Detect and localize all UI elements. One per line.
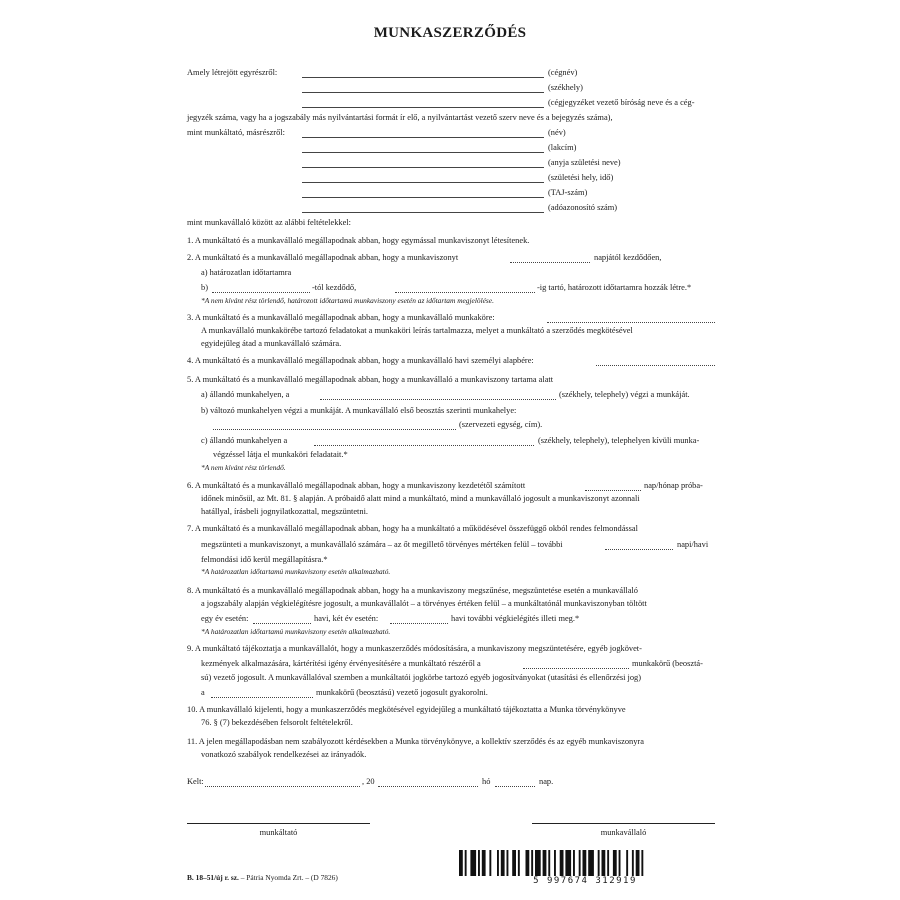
employee-name-field[interactable] <box>302 137 544 138</box>
item-2-note: *A nem kívánt rész törlendő, határozott időtartamú munkaviszony esetén az időtartam megjelölése. <box>201 296 494 305</box>
item-6-line3: hatállyal, írásbeli jognyilatkozattal, megszüntetni. <box>201 507 368 516</box>
barcode-bar <box>543 850 547 876</box>
item-4: 4. A munkáltató és a munkavállaló megállapodnak abban, hogy a munkavállaló havi személyi alapbére: <box>187 356 534 365</box>
barcode-bar <box>602 850 606 876</box>
item-2: 2. A munkáltató és a munkavállaló megállapodnak abban, hogy a munkaviszonyt <box>187 253 459 262</box>
employee-signature-label: munkavállaló <box>600 828 647 837</box>
item-5: 5. A munkáltató és a munkavállaló megállapodnak abban, hogy a munkavállaló a munkaviszony tartama alatt <box>187 375 554 384</box>
address-label: (lakcím) <box>548 143 577 152</box>
barcode-number: 5 997674 312919 <box>533 876 637 886</box>
severance-2yr-field[interactable] <box>390 623 448 624</box>
job-title-field[interactable] <box>547 322 715 323</box>
kelt-label: Kelt: <box>187 777 204 786</box>
day-field[interactable] <box>495 786 535 787</box>
item-6-line2: időnek minősül, az Mt. 81. § alapján. A próbaidő alatt mind a munkáltató, mind a munkavállaló jogosult a munkaviszonyt azonnali <box>201 494 640 503</box>
year-field[interactable] <box>378 786 478 787</box>
fixed-end-field[interactable] <box>395 292 535 293</box>
item-9-line2-tail: munkakörű (beosztá- <box>632 659 703 668</box>
item-7-line2: megszünteti a munkaviszonyt, a munkavállaló számára – az őt megillető törvényes mértéken felül – további <box>201 540 563 549</box>
birth-field[interactable] <box>302 182 544 183</box>
item-5-note: *A nem kívánt rész törlendő. <box>201 463 286 472</box>
item-6-tail: nap/hónap próba- <box>644 481 703 490</box>
employee-role-label: mint munkavállaló között az alábbi feltételekkel: <box>187 218 351 227</box>
barcode-bar <box>641 850 643 876</box>
employee-signature-line[interactable] <box>532 823 715 824</box>
item-8-line3a: egy év esetén: <box>201 614 249 623</box>
barcode-bar <box>554 850 556 876</box>
notice-extra-field[interactable] <box>605 549 673 550</box>
item-5b: b) változó munkahelyen végzi a munkáját. A munkavállaló első beosztás szerinti munkahelye: <box>201 406 517 415</box>
item-8-line3b: havi, két év esetén: <box>314 614 379 623</box>
item-8-line2: a jogszabály alapján végkielégítésre jogosult, a munkavállalót – a törvényes értéken felül – a munkáltatónál munkaviszonyban töltött <box>201 599 647 608</box>
other-manager-field[interactable] <box>211 697 313 698</box>
barcode-bar <box>626 850 628 876</box>
month-label: hó <box>482 777 491 786</box>
item-11-line2: vonatkozó szabályok rendelkezései az irányadók. <box>201 750 367 759</box>
employee-name-label: (név) <box>548 128 566 137</box>
barcode <box>455 850 715 876</box>
salary-field[interactable] <box>596 365 715 366</box>
address-field[interactable] <box>302 152 544 153</box>
barcode-bar <box>482 850 486 876</box>
place-field[interactable] <box>205 786 360 787</box>
page-title: MUNKASZERZŐDÉS <box>373 25 527 41</box>
barcode-bar <box>588 850 594 876</box>
item-2b-label: b) <box>201 283 208 292</box>
item-7: 7. A munkáltató és a munkavállaló megállapodnak abban, hogy ha a munkáltató a működésével összefüggő okból rendes felmondással <box>187 524 638 533</box>
printer-info: – Pátria Nyomda Zrt. – (D 7826) <box>240 873 338 882</box>
taj-label: (TAJ-szám) <box>548 188 588 197</box>
barcode-bar <box>565 850 571 876</box>
item-3: 3. A munkáltató és a munkavállaló megállapodnak abban, hogy a munkavállaló munkaköre: <box>187 313 495 322</box>
barcode-bar <box>632 850 634 876</box>
headquarters-field[interactable] <box>302 92 544 93</box>
item-5c-line2: végzéssel látja el munkaköri feladatait.* <box>213 450 348 459</box>
barcode-bar <box>518 850 520 876</box>
item-9-line4a: a <box>201 688 205 697</box>
intro-label: Amely létrejött egyrészről: <box>187 68 278 77</box>
company-name-field[interactable] <box>302 77 544 78</box>
item-3-line2: A munkavállaló munkakörébe tartozó feladatokat a munkaköri leírás tartalmazza, melyet a munkáltató a szerződés megkötésével <box>201 326 633 335</box>
item-9-line3: sú) vezető jogosult. A munkavállalóval szemben a munkáltatói jogkörbe tartozó egyéb jogosítványokat (utasítási és ellenőrzési jog) <box>201 673 642 682</box>
barcode-bar <box>497 850 499 876</box>
item-5a: a) állandó munkahelyen, a <box>201 390 290 399</box>
employer-role-label: mint munkáltató, másrészről: <box>187 128 285 137</box>
headquarters-label: (székhely) <box>548 83 583 92</box>
item-5c-tail: (székhely, telephely), telephelyen kívüli munka- <box>538 436 700 445</box>
registry-continuation: jegyzék száma, vagy ha a jogszabály más nyilvántartási formát ír elő, a nyilvántartást vezető szerv neve és a bejegyzés száma), <box>187 113 613 122</box>
barcode-bar <box>489 850 491 876</box>
barcode-bar <box>501 850 505 876</box>
barcode-bar <box>459 850 463 876</box>
workplace-a-field[interactable] <box>320 399 556 400</box>
item-7-note: *A határozatlan időtartamú munkaviszony esetén alkalmazható. <box>201 567 391 576</box>
item-5a-tail: (székhely, telephely) végzi a munkáját. <box>559 390 690 399</box>
mother-name-label: (anyja születési neve) <box>548 158 621 167</box>
barcode-bar <box>636 850 640 876</box>
footer <box>187 873 338 883</box>
registry-field[interactable] <box>302 107 544 108</box>
item-2-tail: napjától kezdődően, <box>594 253 662 262</box>
barcode-bar <box>470 850 476 876</box>
birth-label: (születési hely, idő) <box>548 173 614 182</box>
item-7-line3: felmondási idő kerül megállapításra.* <box>201 555 328 564</box>
barcode-bar <box>560 850 564 876</box>
fixed-start-field[interactable] <box>212 292 310 293</box>
mother-name-field[interactable] <box>302 167 544 168</box>
barcode-bar <box>478 850 480 876</box>
workplace-c-field[interactable] <box>314 445 534 446</box>
employer-signature-label: munkáltató <box>259 828 298 837</box>
item-5c: c) állandó munkahelyen a <box>201 436 288 445</box>
tax-id-label: (adóazonosító szám) <box>548 203 618 212</box>
barcode-bar <box>512 850 516 876</box>
item-2a: a) határozatlan időtartamra <box>201 268 292 277</box>
probation-field[interactable] <box>585 490 641 491</box>
item-2b-to: -ig tartó, határozott időtartamra hozzák létre.* <box>537 283 692 292</box>
item-9-line2: kezmények alkalmazására, kártérítési igény érvényesítésére a munkáltató részéről a <box>201 659 481 668</box>
barcode-bar <box>531 850 533 876</box>
item-3-line3: egyidejűleg átad a munkavállaló számára. <box>201 339 342 348</box>
item-9-line4b: munkakörű (beosztású) vezető jogosult gyakorolni. <box>316 688 488 697</box>
barcode-bar <box>465 850 467 876</box>
year-prefix: , 20 <box>362 777 375 786</box>
barcode-bar <box>573 850 575 876</box>
employer-signature-line[interactable] <box>187 823 370 824</box>
item-5b-tail: (szervezeti egység, cím). <box>459 420 543 429</box>
barcode-bar <box>613 850 617 876</box>
item-8: 8. A munkáltató és a munkavállaló megállapodnak abban, hogy ha a munkaviszony megszűnése, megszüntetése esetén a munkavállaló <box>187 586 638 595</box>
item-10: 10. A munkavállaló kijelenti, hogy a munkaszerződés megkötésével egyidejűleg a munkáltató tájékoztatta a Munka törvénykönyve <box>187 705 626 714</box>
item-6: 6. A munkáltató és a munkavállaló megállapodnak abban, hogy a munkaviszony kezdetétől számított <box>187 481 526 490</box>
barcode-bar <box>548 850 550 876</box>
tax-id-field[interactable] <box>302 212 544 213</box>
item-9: 9. A munkáltató tájékoztatja a munkavállalót, hogy a munkaszerződés módosítására, a munkaviszony megszüntetésére, egyéb jogkövet- <box>187 644 642 653</box>
workplace-b-field[interactable] <box>213 429 456 430</box>
item-2b-from: -tól kezdődő, <box>312 283 357 292</box>
barcode-bar <box>535 850 541 876</box>
item-8-line3c: havi további végkielégítés illeti meg.* <box>451 614 580 623</box>
day-label: nap. <box>539 777 554 786</box>
item-7-line2-tail: napi/havi <box>677 540 709 549</box>
item-1: 1. A munkáltató és a munkavállaló megállapodnak abban, hogy egymással munkaviszonyt létesítenek. <box>187 236 530 245</box>
barcode-bar <box>507 850 509 876</box>
manager-role-field[interactable] <box>523 668 629 669</box>
item-8-note: *A határozatlan időtartamú munkaviszony esetén alkalmazható. <box>201 627 391 636</box>
form-code: B. 18–51/új r. sz. <box>187 873 239 882</box>
barcode-bar <box>583 850 587 876</box>
barcode-bar <box>619 850 621 876</box>
taj-field[interactable] <box>302 197 544 198</box>
start-date-field[interactable] <box>510 262 590 263</box>
item-10-line2: 76. § (7) bekezdésében felsorolt feltételekről. <box>201 718 353 727</box>
barcode-bar <box>526 850 530 876</box>
item-11: 11. A jelen megállapodásban nem szabályozott kérdésekben a Munka törvénykönyve, a kollektív szerződés és az egyéb munkaviszonyra <box>187 737 644 746</box>
registry-label: (cégjegyzéket vezető bíróság neve és a cég- <box>548 98 695 107</box>
severance-1yr-field[interactable] <box>253 623 311 624</box>
company-name-label: (cégnév) <box>548 68 578 77</box>
barcode-bar <box>607 850 609 876</box>
barcode-bar <box>579 850 581 876</box>
barcode-bar <box>598 850 600 876</box>
